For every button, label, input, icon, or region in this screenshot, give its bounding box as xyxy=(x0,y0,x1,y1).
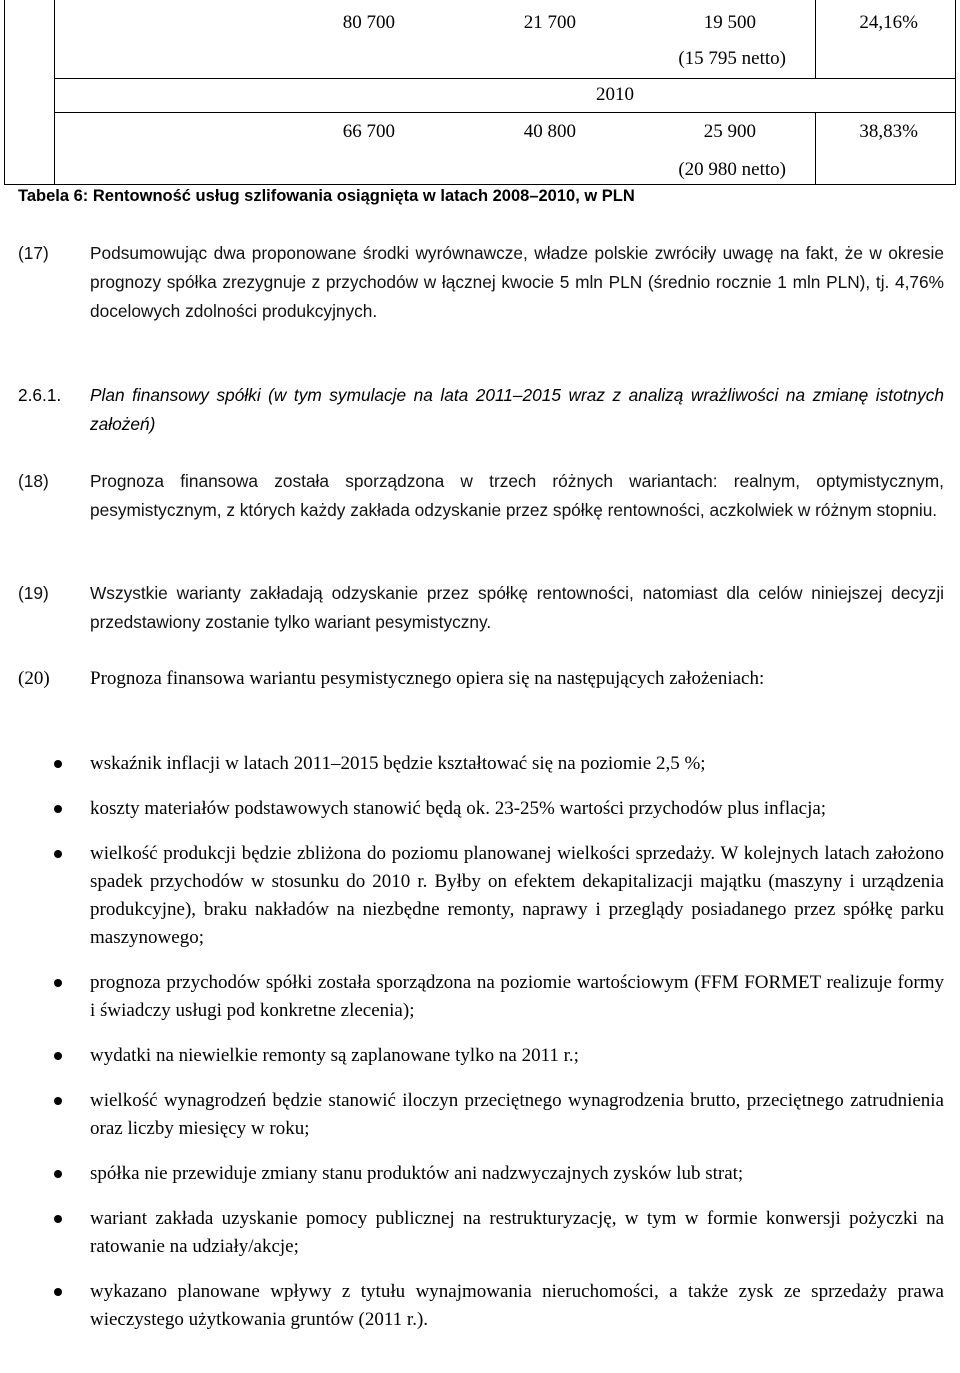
paragraph-17 xyxy=(18,239,944,326)
paragraph-text: Prognoza finansowa została sporządzona w trzech różnych wariantach: realnym, optymistycznym, pesymistycznym, z których każdy zakłada odzyskanie przez spółkę rentowności, aczkolwiek w różnym stopniu. xyxy=(90,471,944,520)
bullet-icon xyxy=(54,1288,62,1296)
table-year-header: 2010 xyxy=(596,84,634,105)
table-border-col xyxy=(54,0,55,185)
table-cell: 24,16% xyxy=(859,12,918,33)
paragraph-number: (20) xyxy=(18,668,50,689)
section-title: Plan finansowy spółki (w tym symulacje na lata 2011–2015 wraz z analizą wrażliwości na zmianę istotnych założeń) xyxy=(90,385,944,434)
bullet-icon xyxy=(54,760,62,768)
list-item xyxy=(18,795,944,823)
list-item xyxy=(18,1160,944,1188)
profitability-table xyxy=(0,0,960,185)
table-cell-note: (15 795 netto) xyxy=(678,48,786,69)
table-cell: 25 900 xyxy=(703,121,756,142)
list-item xyxy=(18,1278,944,1334)
list-item-text: spółka nie przewiduje zmiany stanu produktów ani nadzwyczajnych zysków lub strat; xyxy=(90,1163,744,1184)
list-item xyxy=(18,969,944,1025)
list-item xyxy=(18,1087,944,1143)
table-cell: 38,83% xyxy=(859,121,918,142)
paragraph-18 xyxy=(18,467,944,525)
table-caption: Tabela 6: Rentowność usług szlifowania osiągnięta w latach 2008–2010, w PLN xyxy=(18,187,635,205)
list-item xyxy=(18,1205,944,1261)
bullet-icon xyxy=(54,1052,62,1060)
bullet-icon xyxy=(54,1215,62,1223)
paragraph-text: Wszystkie warianty zakładają odzyskanie przez spółkę rentowności, natomiast dla celów niniejszej decyzji przedstawiony zostanie tylko wariant pesymistyczny. xyxy=(90,583,944,632)
paragraph-20 xyxy=(18,664,944,693)
list-item-text: wykazano planowane wpływy z tytułu wynajmowania nieruchomości, a także zysk ze sprzedaży prawa wieczystego użytkowania gruntów (2011 r.). xyxy=(90,1281,944,1330)
table-bottom-border xyxy=(4,184,956,185)
paragraph-number: (19) xyxy=(18,583,49,603)
list-item-text: prognoza przychodów spółki została sporządzona na poziomie wartościowym (FFM FORMET realizuje formy i świadczy usługi pod konkretne zlecenia); xyxy=(90,972,944,1021)
section-number: 2.6.1. xyxy=(18,385,62,405)
paragraph-number: (17) xyxy=(18,243,49,263)
paragraph-number: (18) xyxy=(18,471,49,491)
list-item-text: wariant zakłada uzyskanie pomocy publicznej na restrukturyzację, w tym w formie konwersji pożyczki na ratowanie na udziały/akcje; xyxy=(90,1208,944,1257)
table-cell: 40 800 xyxy=(523,121,576,142)
paragraph-text: Prognoza finansowa wariantu pesymistycznego opiera się na następujących założeniach: xyxy=(90,668,765,689)
list-item xyxy=(18,750,944,778)
table-cell: 80 700 xyxy=(342,12,395,33)
section-heading xyxy=(18,381,944,439)
list-item-text: wydatki na niewielkie remonty są zaplanowane tylko na 2011 r.; xyxy=(90,1045,579,1066)
list-item-text: wielkość wynagrodzeń będzie stanowić iloczyn przeciętnego wynagrodzenia brutto, przeciętnego zatrudnienia oraz liczby miesięcy w roku; xyxy=(90,1090,944,1139)
table-cell-note: (20 980 netto) xyxy=(678,159,786,180)
table-cell: 19 500 xyxy=(703,12,756,33)
table-row-divider xyxy=(54,112,956,113)
list-item xyxy=(18,1042,944,1070)
bullet-icon xyxy=(54,1170,62,1178)
table-border-right xyxy=(955,0,956,185)
list-item-text: koszty materiałów podstawowych stanowić będą ok. 23-25% wartości przychodów plus inflacja; xyxy=(90,798,827,819)
table-cell: 66 700 xyxy=(342,121,395,142)
bullet-icon xyxy=(54,850,62,858)
table-border-col xyxy=(815,0,816,78)
bullet-icon xyxy=(54,979,62,987)
paragraph-19 xyxy=(18,579,944,637)
paragraph-text: Podsumowując dwa proponowane środki wyrównawcze, władze polskie zwróciły uwagę na fakt, że w okresie prognozy spółka zrezygnuje z przychodów w łącznej kwocie 5 mln PLN (średnio rocznie 1 mln PLN), tj. 4,76% docelowych zdolności produkcyjnych. xyxy=(90,243,944,321)
table-border-left xyxy=(4,0,5,185)
list-item-text: wskaźnik inflacji w latach 2011–2015 będzie kształtować się na poziomie 2,5 %; xyxy=(90,753,706,774)
table-row-divider xyxy=(54,78,956,79)
list-item-text: wielkość produkcji będzie zbliżona do poziomu planowanej wielkości sprzedaży. W kolejnych latach założono spadek przychodów w stosunku do 2010 r. Byłby on efektem dekapitalizacji majątku (maszyny i urządzenia produkcyjne), braku nakładów na niezbędne remonty, naprawy i przeglądy posiadanego przez spółkę parku maszynowego; xyxy=(90,843,944,948)
table-border-col xyxy=(815,112,816,185)
bullet-icon xyxy=(54,1097,62,1105)
bullet-icon xyxy=(54,805,62,813)
assumptions-list xyxy=(18,750,944,1351)
table-cell: 21 700 xyxy=(523,12,576,33)
list-item xyxy=(18,840,944,952)
